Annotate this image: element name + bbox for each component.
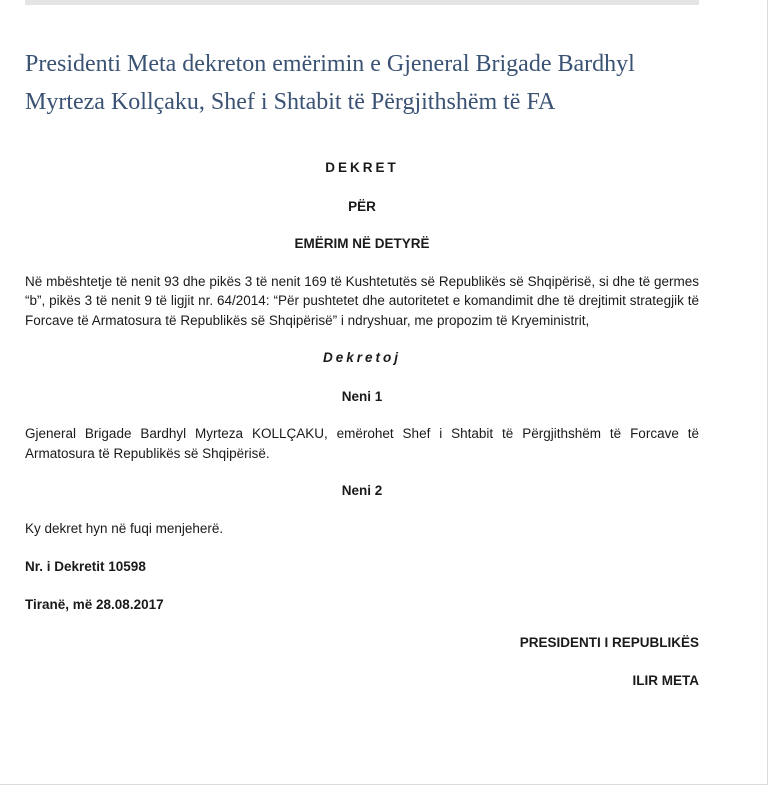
top-divider-bar (25, 0, 699, 5)
decree-subject: EMËRIM NË DETYRË (294, 236, 430, 251)
decree-heading: DEKRET (325, 160, 399, 175)
decree-preamble: Në mbështetje të nenit 93 dhe pikës 3 të nenit 169 të Kushtetutës së Republikës së Shqipërisë, si dhe të germes “b”, pikës 3 të nenit 9 të ligjit nr. 64/2014: “Për pushtetet dhe autoritetet e komandimit dhe të drejtimit strategjik të Forcave të Armatosura të Republikës së Shqipërisë” i ndryshuar, me propozim të Kryeministrit, (25, 273, 699, 328)
decree-number: Nr. i Dekretit 10598 (25, 559, 146, 574)
article-2-title: Neni 2 (341, 483, 383, 498)
decree-body (25, 158, 699, 690)
decree-decrees: Dekretoj (322, 350, 402, 365)
article-1-title: Neni 1 (341, 388, 383, 404)
decree-per: PËR (348, 198, 376, 214)
signatory-title: PRESIDENTI I REPUBLIKËS (519, 635, 699, 650)
signatory-name: ILIR META (632, 672, 699, 688)
decree-place-date: Tiranë, më 28.08.2017 (25, 596, 164, 612)
article-2-text: Ky dekret hyn në fuqi menjeherë. (25, 520, 224, 536)
article-title: Presidenti Meta dekreton emërimin e Gjeneral Brigade Bardhyl Myrteza Kollçaku, Shef i Shtabit të Përgjithshëm të FA (25, 51, 635, 115)
article-1-text: Gjeneral Brigade Bardhyl Myrteza KOLLÇAKU, emërohet Shef i Shtabit të Përgjithshëm të Forcave të Armatosura të Republikës së Shqipërisë. (25, 426, 699, 461)
